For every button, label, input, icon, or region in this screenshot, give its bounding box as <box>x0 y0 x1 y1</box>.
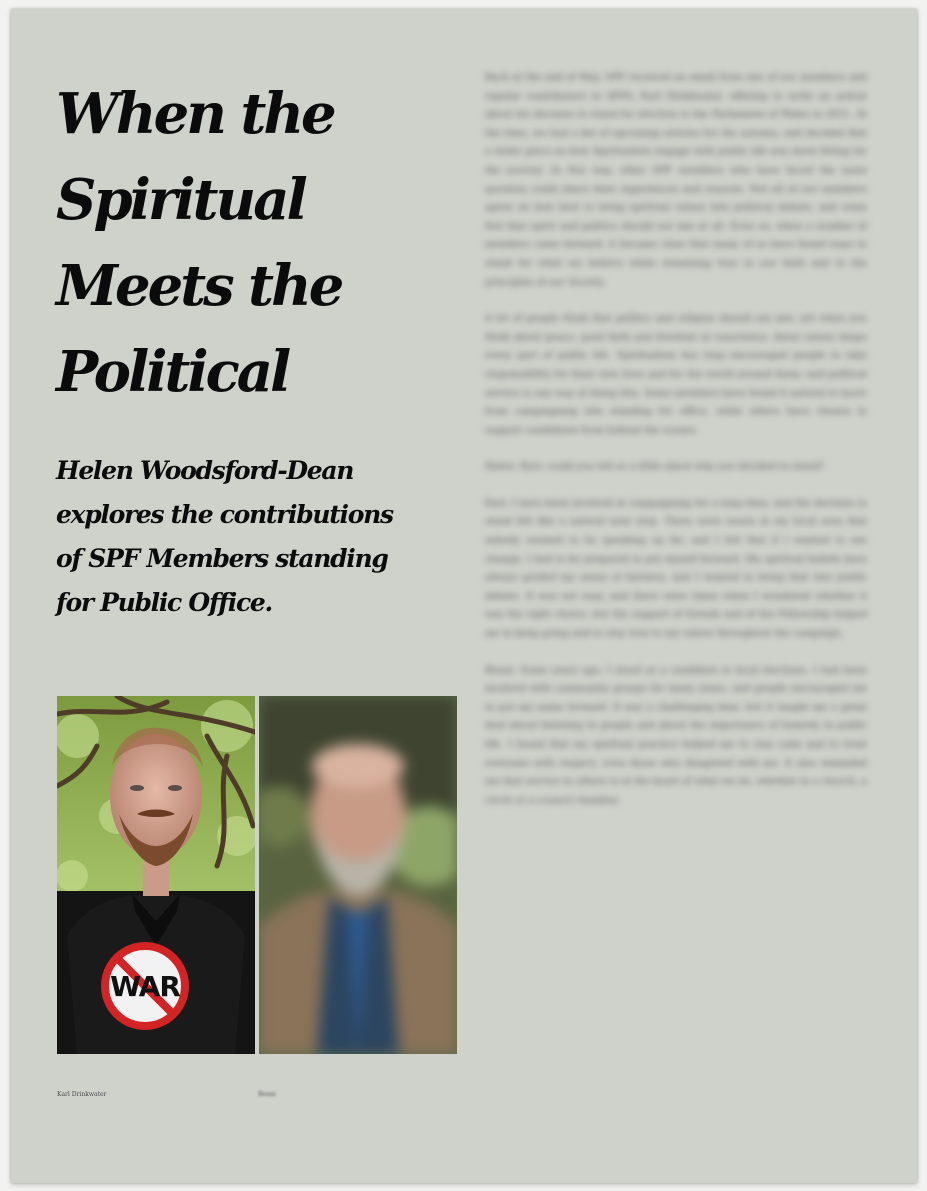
body-paragraph: Karl: I have been involved in campaigning for a long time, and the decision to stand felt like a natural next step. There were issues in my local area that nobody seemed to be speaking up for, and I felt that if I wanted to see change, I had to be prepared to put myself forward. My spiritual beliefs have always guided my sense of fairness, and I wanted to bring that into public debate. It was not easy, and there were times when I wondered whether it was the right choice, but the support of friends and of the Fellowship helped me to keep going and to stay true to my values throughout the campaign. <box>485 497 867 640</box>
standfirst-line: explores the contributions <box>56 500 393 529</box>
standfirst-line: for Public Office. <box>56 588 272 617</box>
war-shirt-text: WAR <box>110 970 180 1003</box>
photo-karl-drinkwater <box>57 696 255 1054</box>
title-line: Political <box>56 339 289 405</box>
photo-caption: Benni <box>258 1091 276 1098</box>
title-line: Meets the <box>56 253 342 319</box>
body-paragraph: Back at the end of May, SPF received an email from one of our members and regular contributors to SPFA, Karl Drinkwater, offering to write an article about his decision to stand for election to the Parliament of Wales in 2021. At the time, we had a list of upcoming articles for the autumn, and decided that a wider piece on how Spiritualists engage with public life was more fitting for the journal. In this way, other SPF members who have faced the same question could share their experiences and reasons. Not all of our members agree on how best to bring spiritual values into political debate, and some feel that spirit and politics should not mix at all. Even so, when a number of members came forward, it became clear that many of us have found ways to stand for what we believe while remaining true to our faith and to the principles of our Society. <box>485 72 867 288</box>
photo-caption: Karl Drinkwater <box>57 1091 107 1098</box>
photo-benni <box>259 696 457 1054</box>
standfirst-line: of SPF Members standing <box>56 544 388 573</box>
title-line: Spiritual <box>56 167 305 233</box>
article-body <box>485 69 867 828</box>
title-line: When the <box>56 81 334 147</box>
body-paragraph: Benni: Some years ago, I stood as a candidate in local elections. I had been involved with community groups for many years, and people encouraged me to put my name forward. It was a challenging time, but it taught me a great deal about listening to people and about the importance of honesty in public life. I found that my spiritual practice helped me to stay calm and to treat everyone with respect, even those who disagreed with me. It also reminded me that service to others is at the heart of what we do, whether in a church, a circle or a council chamber. <box>485 664 867 806</box>
body-paragraph: Helen: Karl, could you tell us a little about why you decided to stand? <box>485 461 825 473</box>
body-paragraph: A lot of people think that politics and religion should not mix, yet when you think about peace, good faith and freedom of conscience, these values shape every part of public life. Spiritualism has long encouraged people to take responsibility for their own lives and for the world around them, and political service is one way of doing this. Some members have found it natural to move from campaigning into standing for office, while others have chosen to support candidates from behind the scenes. <box>485 313 867 436</box>
magazine-page <box>11 9 917 1183</box>
article-standfirst <box>56 449 416 625</box>
article-title <box>56 71 436 415</box>
standfirst-line: Helen Woodsford-Dean <box>56 456 354 485</box>
